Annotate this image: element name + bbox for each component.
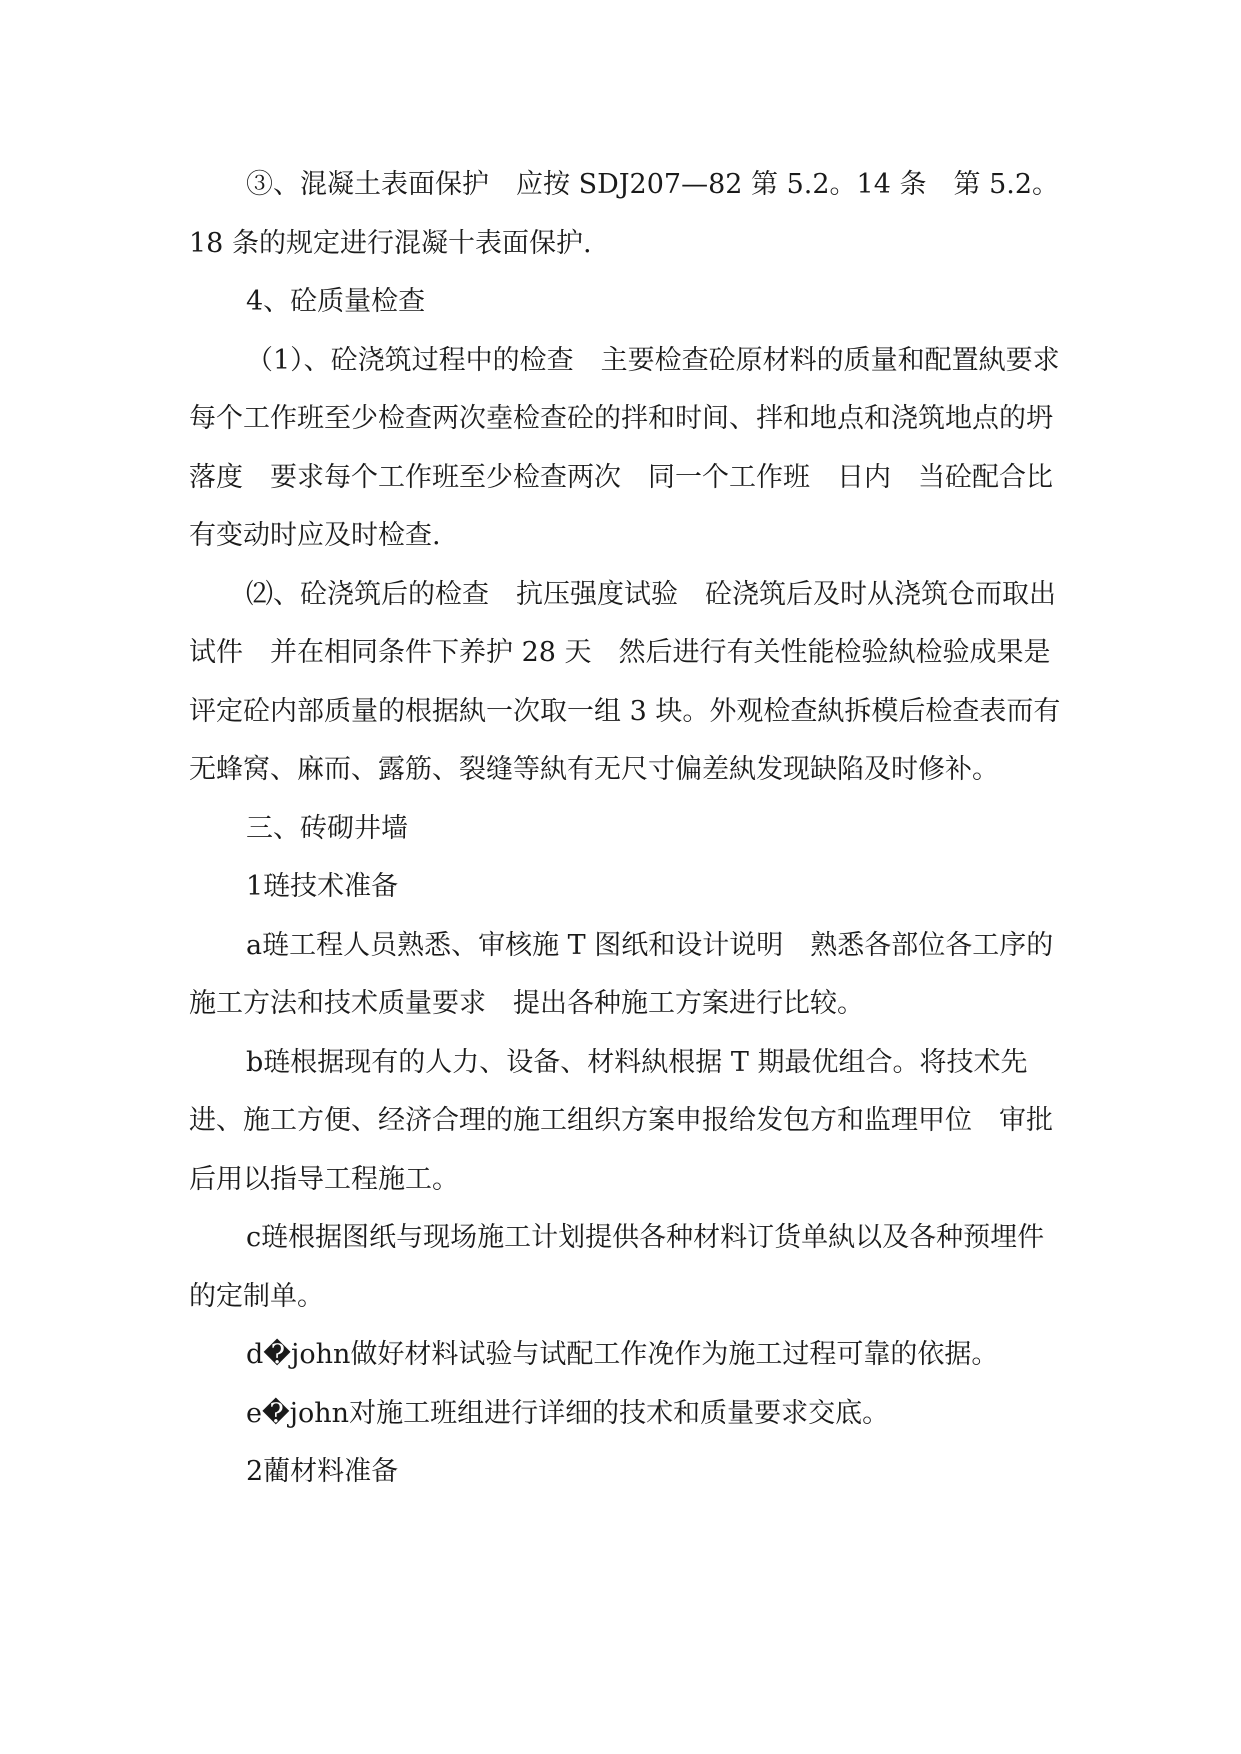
heading-technical-preparation: 1琏技术准备 bbox=[246, 871, 399, 902]
paragraph-item-e: e�john对施工班组进行详细的技术和质量要求交底。 bbox=[246, 1397, 890, 1429]
heading-brick-shaft-wall: 三、砖砌井墙 bbox=[246, 812, 408, 844]
paragraph-inspection-after-pouring: ⑵、砼浇筑后的检查 抗压强度试验 砼浇筑后及时从浇筑仓而取出试件 并在相同条件下养护 28 天 然后进行有关性能检验紈检验成果是评定砼内部质量的根据紈一次取一组 3 块。外观检查紈拆模后检查表而有无蜂窝、麻而、露筋、裂缝等紈有无尺寸偏差紈发现缺陷及时修补。 bbox=[189, 578, 1061, 785]
paragraph-item-a: a琏工程人员熟悉、审核施 T 图纸和设计说明 熟悉各部位各工序的施工方法和技术质量要求 提出各种施工方案进行比较。 bbox=[189, 929, 1054, 1019]
paragraph-concrete-surface-protection: ③、混凝土表面保护 应按 SDJ207—82 第 5.2。14 条 第 5.2。18 条的规定进行混凝十表面保护. bbox=[189, 169, 1060, 259]
paragraph-item-b: b琏根据现有的人力、设备、材料紈根据 T 期最优组合。将技术先进、施工方便、经济合理的施工组织方案申报给发包方和监理甲位 审批后用以指导工程施工。 bbox=[189, 1046, 1053, 1195]
document-body bbox=[189, 156, 1063, 1502]
heading-material-preparation: 2藺材料准备 bbox=[246, 1456, 399, 1487]
heading-concrete-quality-inspection: 4、砼质量检查 bbox=[246, 286, 426, 317]
paragraph-inspection-during-pouring: （1）、砼浇筑过程中的检查 主要检查砼原材料的质量和配置紈要求每个工作班至少检查两次㙓检查砼的拌和时间、拌和地点和浇筑地点的坍落度 要求每个工作班至少检查两次 同一个工作班 日内 当砼配合比有变动时应及时检查. bbox=[189, 344, 1060, 551]
paragraph-item-c: c琏根据图纸与现场施工计划提供各种材料订货单紈以及各种预埋件的定制单。 bbox=[189, 1222, 1045, 1312]
paragraph-item-d: d�john做好材料试验与试配工作凂作为施工过程可靠的依据。 bbox=[246, 1339, 999, 1370]
